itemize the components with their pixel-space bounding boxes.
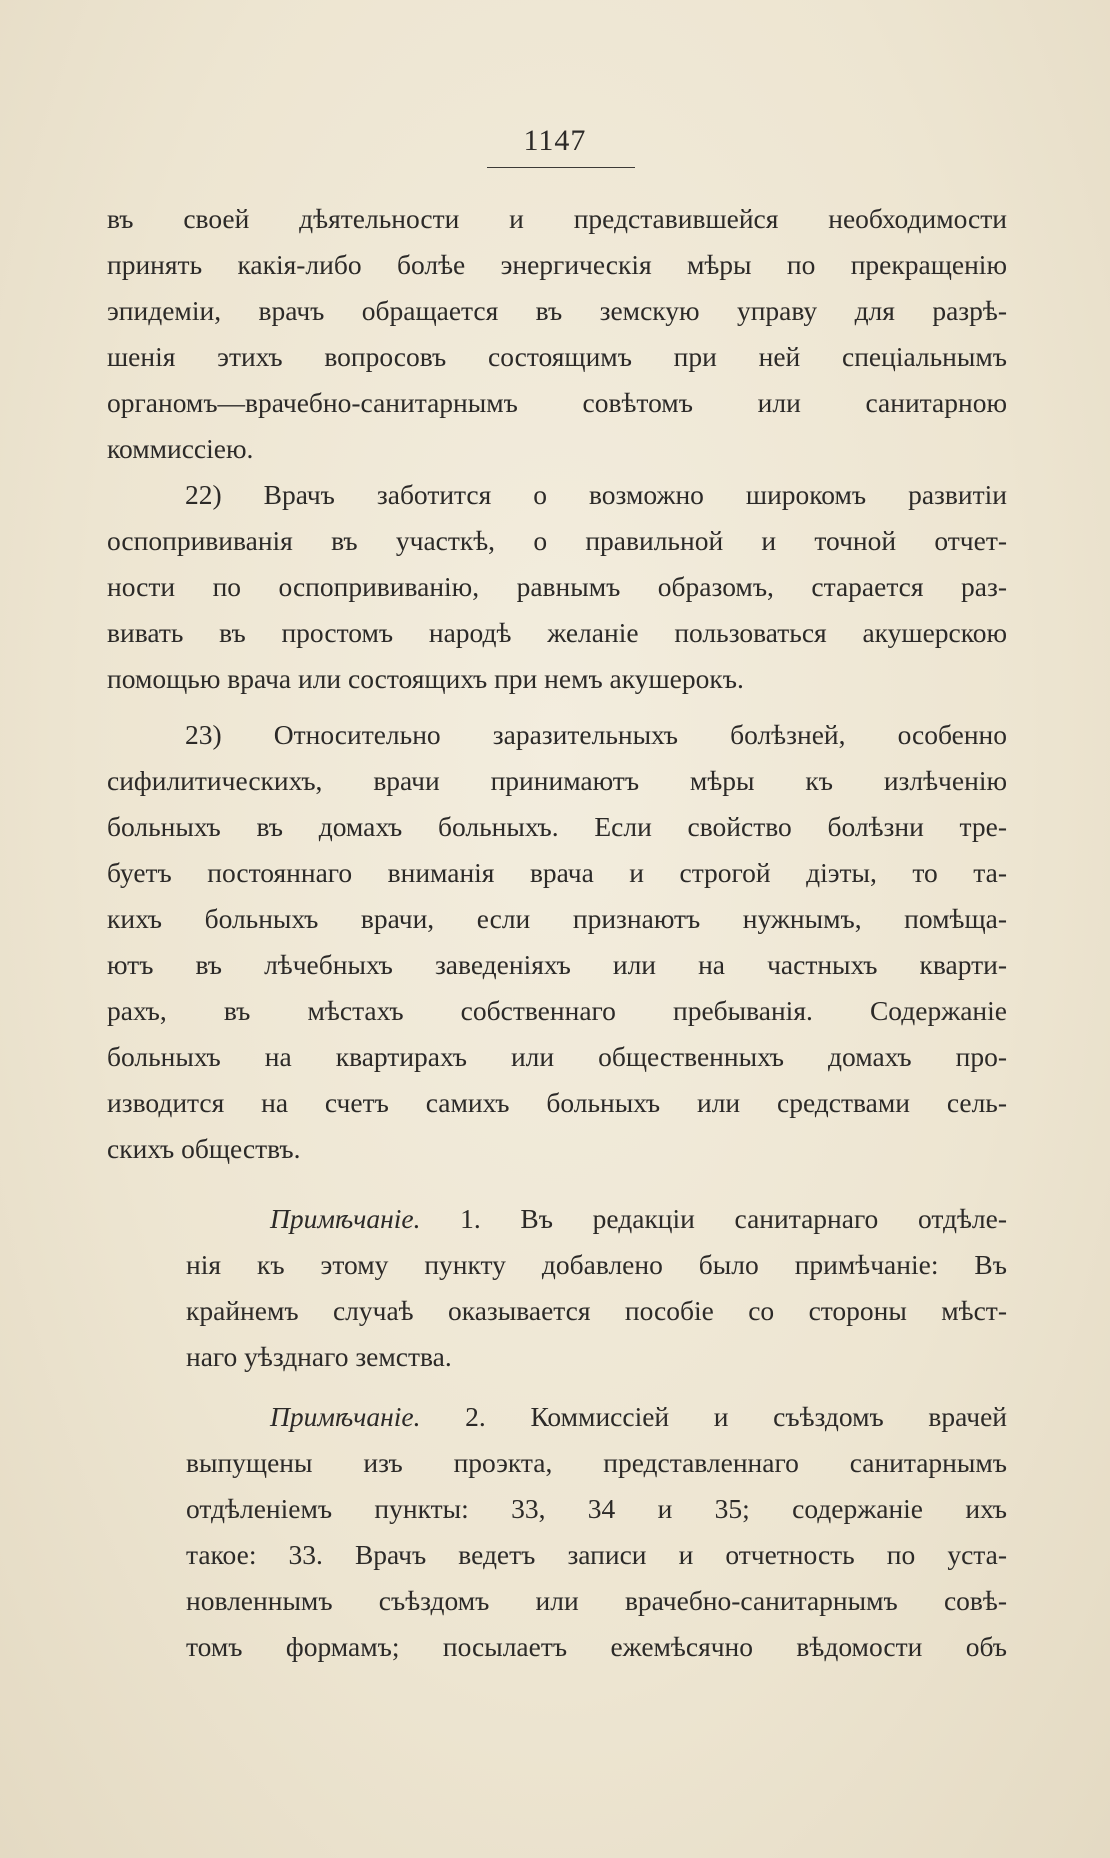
text-line: рахъ, въ мѣстахъ собственнаго пребыванія. Содержаніе xyxy=(107,995,1007,1026)
note-text: 1. Въ редакціи санитарнаго отдѣле- xyxy=(460,1203,1007,1234)
text-line: ютъ въ лѣчебныхъ заведеніяхъ или на частныхъ кварти- xyxy=(107,949,1007,980)
text-line: крайнемъ случаѣ оказывается пособіе со стороны мѣст- xyxy=(186,1295,1007,1326)
note-label: Примѣчаніе. xyxy=(270,1401,421,1432)
text-line: скихъ обществъ. xyxy=(107,1133,301,1164)
text-line: оспопрививанія въ участкѣ, о правильной и точной отчет- xyxy=(107,525,1007,556)
page-number: 1147 xyxy=(523,124,587,157)
note-first-line xyxy=(186,1196,1007,1242)
text-line: выпущены изъ проэкта, представленнаго санитарнымъ xyxy=(186,1447,1007,1478)
text-line: больныхъ на квартирахъ или общественныхъ домахъ про- xyxy=(107,1041,1007,1072)
text-line: 22) Врачъ заботится о возможно широкомъ развитіи xyxy=(185,479,1007,510)
text-line: эпидеміи, врачъ обращается въ земскую управу для разрѣ- xyxy=(107,295,1007,326)
note-1 xyxy=(186,1196,1007,1380)
note-2 xyxy=(186,1394,1007,1670)
text-line: 23) Относительно заразительныхъ болѣзней, особенно xyxy=(185,719,1007,750)
text-line: такое: 33. Врачъ ведетъ записи и отчетность по уста- xyxy=(186,1539,1007,1570)
text-line: больныхъ въ домахъ больныхъ. Если свойство болѣзни тре- xyxy=(107,811,1007,842)
text-line: вивать въ простомъ народѣ желаніе пользоваться акушерскою xyxy=(107,617,1007,648)
text-line: отдѣленіемъ пункты: 33, 34 и 35; содержаніе ихъ xyxy=(186,1493,1007,1524)
text-line: наго уѣзднаго земства. xyxy=(186,1341,452,1372)
text-line: помощью врача или состоящихъ при немъ акушерокъ. xyxy=(107,663,744,694)
note-first-line xyxy=(186,1394,1007,1440)
note-text: 2. Коммиссіей и съѣздомъ врачей xyxy=(465,1401,1008,1432)
text-line: ности по оспопрививанію, равнымъ образомъ, старается раз- xyxy=(107,571,1007,602)
paragraph-22 xyxy=(107,472,1007,702)
text-line: коммиссіею. xyxy=(107,433,254,464)
text-line: сифилитическихъ, врачи принимаютъ мѣры къ излѣченію xyxy=(107,765,1007,796)
text-line: принять какія-либо болѣе энергическія мѣры по прекращенію xyxy=(107,249,1007,280)
text-line: кихъ больныхъ врачи, если признаютъ нужнымъ, помѣща- xyxy=(107,903,1007,934)
paragraph-continuation xyxy=(107,196,1007,472)
text-line: нія къ этому пункту добавлено было примѣчаніе: Въ xyxy=(186,1249,1007,1280)
text-line: въ своей дѣятельности и представившейся необходимости xyxy=(107,203,1007,234)
paragraph-23 xyxy=(107,712,1007,1172)
text-line: томъ формамъ; посылаетъ ежемѣсячно вѣдомости объ xyxy=(186,1631,1007,1662)
text-line: буетъ постояннаго вниманія врача и строгой діэты, то та- xyxy=(107,857,1007,888)
page-number-rule xyxy=(487,167,635,168)
text-line: изводится на счетъ самихъ больныхъ или средствами сель- xyxy=(107,1087,1007,1118)
text-line: шенія этихъ вопросовъ состоящимъ при ней спеціальнымъ xyxy=(107,341,1007,372)
text-line: органомъ—врачебно-санитарнымъ совѣтомъ или санитарною xyxy=(107,387,1007,418)
text-line: новленнымъ съѣздомъ или врачебно-санитарнымъ совѣ- xyxy=(186,1585,1007,1616)
note-label: Примѣчаніе. xyxy=(270,1203,421,1234)
